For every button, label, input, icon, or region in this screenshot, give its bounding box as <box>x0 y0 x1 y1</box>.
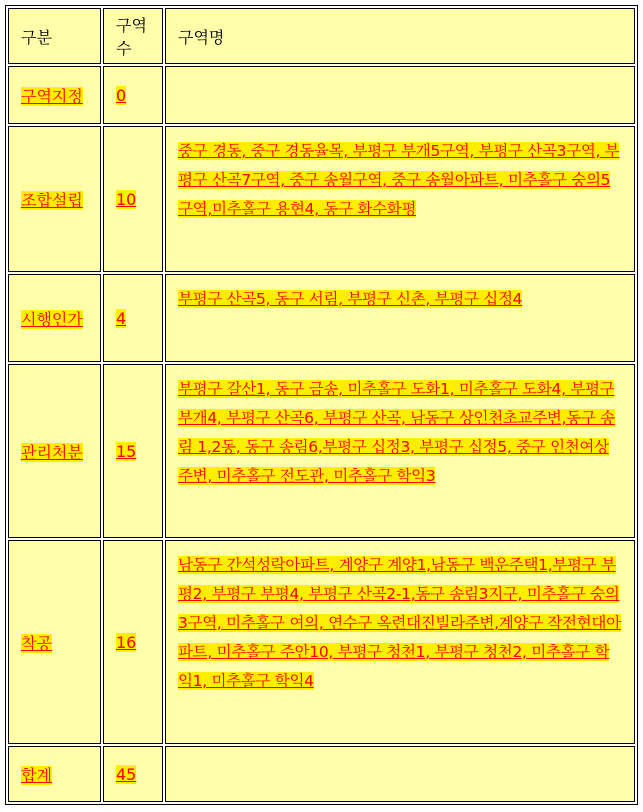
row-count: 15 <box>103 364 163 538</box>
row-category: 합계 <box>8 746 101 802</box>
row-count: 10 <box>103 126 163 272</box>
row-category: 관리처분 <box>8 364 101 538</box>
table-row <box>8 540 635 744</box>
row-names <box>165 746 635 802</box>
table-header-row <box>8 8 635 64</box>
row-category: 구역지정 <box>8 66 101 124</box>
table-row <box>8 126 635 272</box>
row-category: 착공 <box>8 540 101 744</box>
table-row <box>8 364 635 538</box>
row-count: 45 <box>103 746 163 802</box>
row-names <box>165 66 635 124</box>
row-names: 부평구 산곡5, 동구 서림, 부평구 신촌, 부평구 십정4 <box>165 274 635 362</box>
row-count: 4 <box>103 274 163 362</box>
row-names: 중구 경동, 중구 경동율목, 부평구 부개5구역, 부평구 산곡3구역, 부평구 산곡7구역, 중구 송월구역, 중구 송월아파트, 미추홀구 숭의5구역,미추홀구 용현4, 동구 화수화평 <box>165 126 635 272</box>
row-count: 16 <box>103 540 163 744</box>
row-count: 0 <box>103 66 163 124</box>
row-category: 조합설립 <box>8 126 101 272</box>
row-category: 시행인가 <box>8 274 101 362</box>
table-row <box>8 274 635 362</box>
row-names: 남동구 간석성락아파트, 계양구 계양1,남동구 백운주택1,부평구 부평2, 부평구 부평4, 부평구 산곡2-1,동구 송림3지구, 미추홀구 숭의3구역, 미추홀구 여의, 연수구 옥련대진빌라주변,계양구 작전현대아파트, 미추홀구 주안10, 부평구 청천1, 부평구 청천2, 미추홀구 학익1, 미추홀구 학익4 <box>165 540 635 744</box>
row-names: 부평구 갈산1, 동구 금송, 미추홀구 도화1, 미추홀구 도화4, 부평구 부개4, 부평구 산곡6, 부평구 산곡, 남동구 상인천초교주변,동구 송림 1,2동, 동구 송림6,부평구 십정3, 부평구 십정5, 중구 인천여상주변, 미추홀구 전도관, 미추홀구 학익3 <box>165 364 635 538</box>
header-names: 구역명 <box>165 8 635 64</box>
header-count: 구역수 <box>103 8 163 64</box>
table-row <box>8 746 635 802</box>
table-row <box>8 66 635 124</box>
district-status-table <box>5 5 638 805</box>
header-category: 구분 <box>8 8 101 64</box>
